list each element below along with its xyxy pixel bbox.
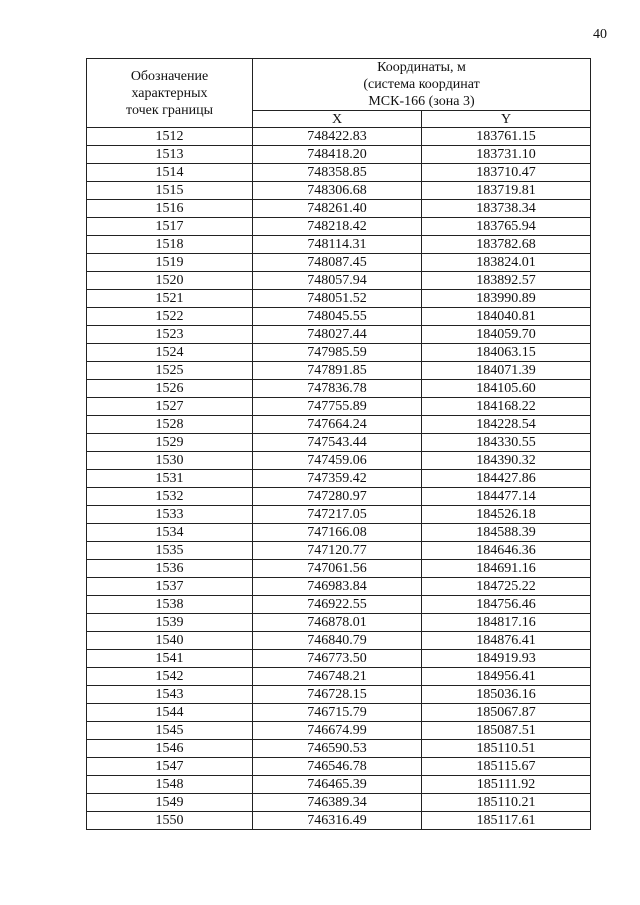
y-coordinate-cell: 185036.16 — [422, 686, 591, 704]
y-coordinate-cell: 184390.32 — [422, 452, 591, 470]
y-coordinate-cell: 185110.21 — [422, 794, 591, 812]
x-coordinate-cell: 748057.94 — [253, 272, 422, 290]
x-coordinate-cell: 748114.31 — [253, 236, 422, 254]
point-cell: 1520 — [87, 272, 253, 290]
table-row — [87, 542, 591, 560]
x-coordinate-cell: 747217.05 — [253, 506, 422, 524]
y-coordinate-cell: 183761.15 — [422, 128, 591, 146]
table-row — [87, 794, 591, 812]
coords-header-line: МСК-166 (зона 3) — [368, 94, 475, 109]
point-cell: 1519 — [87, 254, 253, 272]
x-coordinate-cell: 746773.50 — [253, 650, 422, 668]
x-coordinate-cell: 746983.84 — [253, 578, 422, 596]
point-cell: 1530 — [87, 452, 253, 470]
point-cell: 1528 — [87, 416, 253, 434]
point-cell: 1540 — [87, 632, 253, 650]
table-row — [87, 290, 591, 308]
point-cell: 1525 — [87, 362, 253, 380]
table-row — [87, 578, 591, 596]
point-cell: 1516 — [87, 200, 253, 218]
table-row — [87, 704, 591, 722]
point-cell: 1549 — [87, 794, 253, 812]
table-row — [87, 128, 591, 146]
x-coordinate-cell: 747459.06 — [253, 452, 422, 470]
y-coordinate-cell: 183738.34 — [422, 200, 591, 218]
table-row — [87, 236, 591, 254]
y-coordinate-cell: 184956.41 — [422, 668, 591, 686]
y-coordinate-cell: 185067.87 — [422, 704, 591, 722]
x-coordinate-cell: 748218.42 — [253, 218, 422, 236]
table-row — [87, 200, 591, 218]
y-coordinate-cell: 184477.14 — [422, 488, 591, 506]
x-coordinate-cell: 748358.85 — [253, 164, 422, 182]
point-cell: 1541 — [87, 650, 253, 668]
y-coordinate-cell: 184756.46 — [422, 596, 591, 614]
y-coordinate-cell: 184105.60 — [422, 380, 591, 398]
y-coordinate-cell: 183990.89 — [422, 290, 591, 308]
y-coordinate-cell: 184876.41 — [422, 632, 591, 650]
table-row — [87, 218, 591, 236]
point-cell: 1543 — [87, 686, 253, 704]
point-cell: 1533 — [87, 506, 253, 524]
point-cell: 1517 — [87, 218, 253, 236]
x-coordinate-cell: 748261.40 — [253, 200, 422, 218]
point-cell: 1538 — [87, 596, 253, 614]
point-header-line: Обозначение — [130, 68, 209, 84]
x-coordinate-cell: 748027.44 — [253, 326, 422, 344]
point-cell: 1534 — [87, 524, 253, 542]
point-cell: 1514 — [87, 164, 253, 182]
x-coordinate-cell: 746728.15 — [253, 686, 422, 704]
x-coordinate-cell: 747543.44 — [253, 434, 422, 452]
x-coordinate-cell: 747166.08 — [253, 524, 422, 542]
point-cell: 1523 — [87, 326, 253, 344]
table-row — [87, 524, 591, 542]
y-coordinate-cell: 184919.93 — [422, 650, 591, 668]
x-coordinate-cell: 747359.42 — [253, 470, 422, 488]
x-coordinate-cell: 747755.89 — [253, 398, 422, 416]
y-coordinate-cell: 185111.92 — [422, 776, 591, 794]
table-row — [87, 668, 591, 686]
table-body — [87, 128, 591, 830]
point-cell: 1526 — [87, 380, 253, 398]
x-coordinate-cell: 747061.56 — [253, 560, 422, 578]
y-coordinate-cell: 183765.94 — [422, 218, 591, 236]
table-row — [87, 506, 591, 524]
page-number: 40 — [593, 27, 607, 42]
point-column-header — [87, 59, 253, 128]
table-row — [87, 326, 591, 344]
point-cell: 1531 — [87, 470, 253, 488]
point-cell: 1550 — [87, 812, 253, 830]
table-row — [87, 434, 591, 452]
point-cell: 1542 — [87, 668, 253, 686]
table-row — [87, 560, 591, 578]
table-row — [87, 344, 591, 362]
x-coordinate-cell: 746316.49 — [253, 812, 422, 830]
header-row — [87, 59, 591, 111]
table-row — [87, 488, 591, 506]
x-coordinate-cell: 746878.01 — [253, 614, 422, 632]
point-cell: 1521 — [87, 290, 253, 308]
table-row — [87, 614, 591, 632]
y-coordinate-cell: 184330.55 — [422, 434, 591, 452]
y-coordinate-cell: 184725.22 — [422, 578, 591, 596]
y-coordinate-cell: 184817.16 — [422, 614, 591, 632]
y-coordinate-cell: 184168.22 — [422, 398, 591, 416]
x-coordinate-cell: 747836.78 — [253, 380, 422, 398]
y-coordinate-cell: 184228.54 — [422, 416, 591, 434]
y-coordinate-cell: 183710.47 — [422, 164, 591, 182]
x-coordinate-cell: 746546.78 — [253, 758, 422, 776]
x-coordinate-cell: 747664.24 — [253, 416, 422, 434]
x-coordinate-cell: 748045.55 — [253, 308, 422, 326]
x-coordinate-cell: 746840.79 — [253, 632, 422, 650]
y-coordinate-cell: 184427.86 — [422, 470, 591, 488]
point-header-line: характерных — [131, 85, 208, 101]
point-cell: 1535 — [87, 542, 253, 560]
x-coordinate-cell: 746389.34 — [253, 794, 422, 812]
point-cell: 1545 — [87, 722, 253, 740]
y-coordinate-cell: 184526.18 — [422, 506, 591, 524]
table-row — [87, 758, 591, 776]
y-coordinate-cell: 185110.51 — [422, 740, 591, 758]
table-row — [87, 362, 591, 380]
table-header — [87, 59, 591, 128]
y-coordinate-cell: 183731.10 — [422, 146, 591, 164]
table-row — [87, 182, 591, 200]
x-coordinate-cell: 746922.55 — [253, 596, 422, 614]
point-cell: 1537 — [87, 578, 253, 596]
point-cell: 1515 — [87, 182, 253, 200]
table-row — [87, 146, 591, 164]
point-cell: 1512 — [87, 128, 253, 146]
table-row — [87, 740, 591, 758]
table-row — [87, 272, 591, 290]
y-coordinate-cell: 183782.68 — [422, 236, 591, 254]
table-row — [87, 632, 591, 650]
y-coordinate-cell: 184063.15 — [422, 344, 591, 362]
point-cell: 1546 — [87, 740, 253, 758]
coords-header-line: Координаты, м — [377, 60, 466, 75]
x-coordinate-cell: 747985.59 — [253, 344, 422, 362]
y-coordinate-cell: 184691.16 — [422, 560, 591, 578]
table-row — [87, 650, 591, 668]
coordinates-table — [86, 58, 591, 830]
table-row — [87, 380, 591, 398]
x-coordinate-cell: 748051.52 — [253, 290, 422, 308]
y-coordinate-cell: 184646.36 — [422, 542, 591, 560]
y-coordinate-cell: 184588.39 — [422, 524, 591, 542]
point-cell: 1532 — [87, 488, 253, 506]
x-coordinate-cell: 747120.77 — [253, 542, 422, 560]
point-cell: 1548 — [87, 776, 253, 794]
coordinates-column-header — [253, 59, 591, 111]
table-row — [87, 776, 591, 794]
x-coordinate-cell: 748422.83 — [253, 128, 422, 146]
table-row — [87, 452, 591, 470]
x-coordinate-cell: 747891.85 — [253, 362, 422, 380]
y-coordinate-cell: 184059.70 — [422, 326, 591, 344]
table-row — [87, 812, 591, 830]
table-row — [87, 686, 591, 704]
point-cell: 1524 — [87, 344, 253, 362]
y-column-header: Y — [422, 111, 591, 128]
point-cell: 1539 — [87, 614, 253, 632]
table-row — [87, 308, 591, 326]
y-coordinate-cell: 183719.81 — [422, 182, 591, 200]
x-column-header: X — [253, 111, 422, 128]
table-row — [87, 254, 591, 272]
x-coordinate-cell: 748087.45 — [253, 254, 422, 272]
y-coordinate-cell: 183892.57 — [422, 272, 591, 290]
point-cell: 1536 — [87, 560, 253, 578]
y-coordinate-cell: 185115.67 — [422, 758, 591, 776]
x-coordinate-cell: 748306.68 — [253, 182, 422, 200]
x-coordinate-cell: 746715.79 — [253, 704, 422, 722]
y-coordinate-cell: 185087.51 — [422, 722, 591, 740]
y-coordinate-cell: 184040.81 — [422, 308, 591, 326]
x-coordinate-cell: 746748.21 — [253, 668, 422, 686]
table-row — [87, 164, 591, 182]
y-coordinate-cell: 185117.61 — [422, 812, 591, 830]
point-cell: 1547 — [87, 758, 253, 776]
table-row — [87, 398, 591, 416]
point-cell: 1513 — [87, 146, 253, 164]
x-coordinate-cell: 746465.39 — [253, 776, 422, 794]
x-coordinate-cell: 748418.20 — [253, 146, 422, 164]
x-coordinate-cell: 747280.97 — [253, 488, 422, 506]
point-cell: 1522 — [87, 308, 253, 326]
point-cell: 1544 — [87, 704, 253, 722]
point-header-line: точек границы — [126, 102, 213, 118]
coords-header-line: (система координат — [363, 77, 480, 92]
table-row — [87, 416, 591, 434]
y-coordinate-cell: 183824.01 — [422, 254, 591, 272]
table-row — [87, 722, 591, 740]
y-coordinate-cell: 184071.39 — [422, 362, 591, 380]
table-row — [87, 470, 591, 488]
point-cell: 1527 — [87, 398, 253, 416]
table-row — [87, 596, 591, 614]
point-cell: 1529 — [87, 434, 253, 452]
x-coordinate-cell: 746674.99 — [253, 722, 422, 740]
point-cell: 1518 — [87, 236, 253, 254]
x-coordinate-cell: 746590.53 — [253, 740, 422, 758]
